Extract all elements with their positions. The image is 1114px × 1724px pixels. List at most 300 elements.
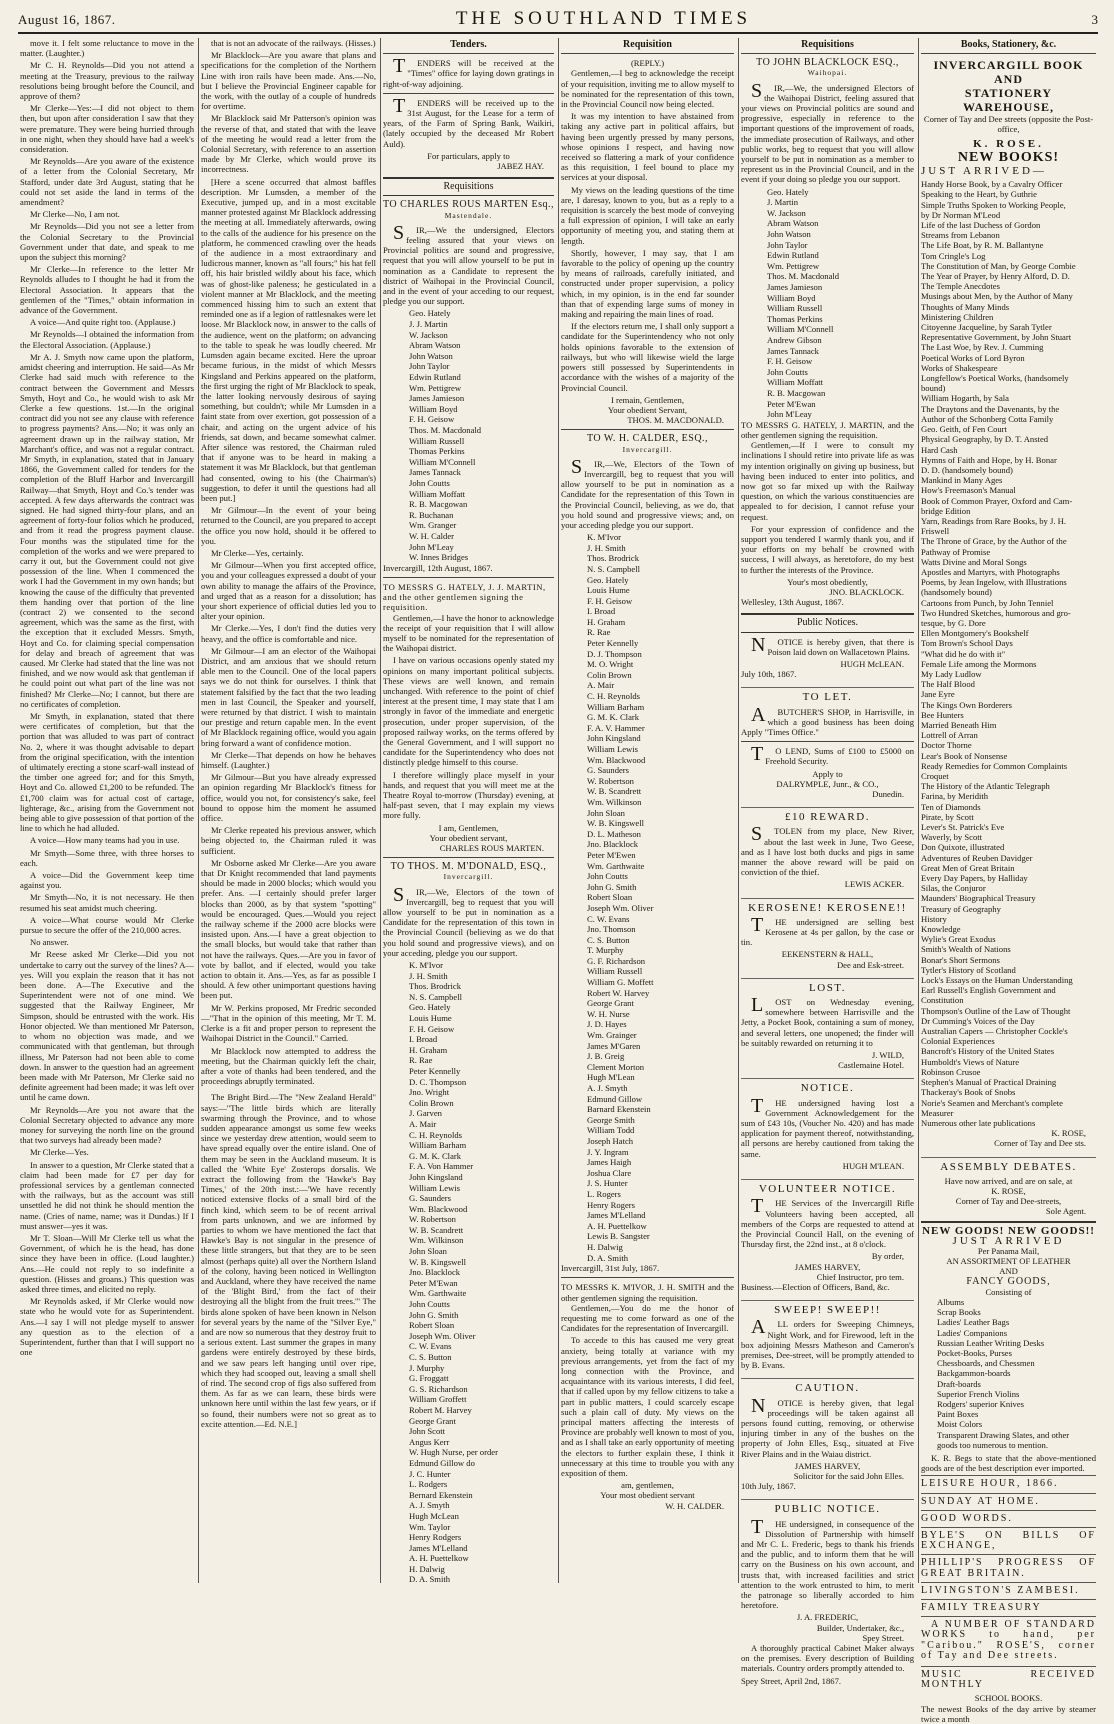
signatory-name: Andrew Gibson [767,334,822,345]
signatory-name: Geo. Hately [767,186,809,197]
tender-gratings: TENDERS will be received at the "Times" office for laying down gratings in right-of-way adjoining. [383,55,554,89]
book-title: Speaking to the Heart, by Guthrie [921,189,1037,200]
sweep-notice: ALL orders for Sweeping Chimneys, Night Work, and for Firewood, left in the box adjoining Messrs Matheson and Cameron's premises, Dee-street, will be promptly attended to by B. Evans. [741,1316,914,1371]
report-paragraph: Mr Clerke—Yes:—I did not object to them then, but upon after consideration I saw that they were premature. They were being hurried through in one night, when they should have had a week's consideration. [20,103,194,155]
signatory-name: Peter Kennelly [409,1065,461,1076]
signatory-name: J. Martin [767,197,799,208]
book-title: Ten of Diamonds [921,801,981,812]
signatory-name: John M'Leay [767,409,812,420]
book-title: Bonar's Short Sermons [921,954,1000,965]
signatory-name: James Haigh [587,1157,632,1168]
signatory-name: L. Rodgers [409,1479,448,1490]
books-heading: Books, Stationery, &c. [921,38,1096,54]
signatory-name: Edmund Gillow do [409,1457,475,1468]
reply-close: am, gentlemen, [621,1480,674,1491]
book-title: Cartoons from Punch, by John Tenniel [921,597,1054,608]
kerosene-heading: KEROSENE! KEROSENE!! [741,898,914,913]
requisition-place: Invercargill. [443,872,494,882]
signatory-name: Wm. Taylor [409,1521,451,1532]
book-title: Thompson's Outline of the Law of Thought [921,1005,1071,1016]
report-paragraph: Mr Blacklock now attempted to address the meeting, but the Chairman quickly left the chair, after a vote of thanks had been tendered, and the proceedings abruptly terminated. [201,1045,376,1087]
column-5-notices [738,38,916,1686]
signatory-name: Wm. Pettigrew [767,260,820,271]
signatory-name: R. Buchanan [409,509,454,520]
book-title: Author of the Schonberg Cotta Family [921,413,1054,424]
signatory-name: Clement Morton [587,1061,645,1072]
notice-heading: NOTICE. [741,1078,914,1093]
report-paragraph: Mr Osborne asked Mr Clerke—Are you aware that Dr Knight recommended that land payments should be made in 2000 blocks; which would you prefer. Ans. —I certainly should prefer larger blocks than 2000, as by that system "spotting" would be encouraged. Ques.—Would you reject the railway scheme if the 2000 acre blocks were insisted upon. Ans.—I have a great objection to the small blocks, but would take that rather than not have the railways. Ques.—Are you in favor of vote by ballot, and if elected, would you take action to obtain it. Ans.—Yes, as far as possible I should. A few other unimportant questions having been put. [201,857,376,1001]
requisition-place: Waihopai. [807,68,848,78]
signatory-name: Lewis B. Sangster [587,1231,650,1242]
book-list [921,179,1096,1128]
book-title: Treasury of Geography [921,903,1001,914]
column-3-tenders [380,38,556,1583]
book-title: Musings about Men, by the Author of Many [921,291,1073,302]
signatory-name: H. Dalwig [587,1241,623,1252]
signatory-name: H. Graham [409,1044,448,1055]
book-title: The Year of Prayer, by Henry Alford, D. D. [921,271,1070,282]
book-title: Pirate, by Scott [921,811,974,822]
goods-item: Moist Colors [937,1419,983,1430]
signatory-name: Abram Watson [767,218,819,229]
lost-heading: LOST. [741,978,914,993]
report-paragraph: Mr Smyth, in explanation, stated that there were certificates of completion, but that the portion that was alluded to was part of contract No. 2, where it was thought advisable to depart from the original specification, with the intention of ultimately erecting a stone scarf-wall instead of the timber one agreed for; and for this Smyth, Hoyt and Co. allowed £1,200 to be refunded. The £1,700 claim was for actual cost of cartage, lighterage, &c., arising from the Government not being able to give possession of that portion of the line to which he had alluded. [20,711,194,834]
reward-notice: STOLEN from my place, New River, about the last week in June, Two Geese, and as I have lost both ducks and pigs in same manner the above reward will be paid on conviction of the thief. [741,823,914,878]
signatory-name: John Taylor [767,239,808,250]
report-paragraph: Mr T. Sloan—Will Mr Clerke tell us what the Government, of which he is the head, has done since they have been in office. (Loud laughter.) Ans.—He could not reply to so indefinite a question. (Hisses and groans.) This question was asked three times, and elicited no reply. [20,1232,194,1294]
book-title: D. D. (handsomely bound) [921,464,1013,475]
book-title: My Lady Ludlow [921,668,982,679]
book-title: The Kings Own Borderers [921,699,1012,710]
book-title: Simple Truths Spoken to Working People, [921,199,1066,210]
signatory-name: N. S. Campbell [587,563,640,574]
report-paragraph: A voice—And quite right too. (Applause.) [30,317,176,328]
signatory-name: Wm. Garthwaite [587,860,645,871]
notice-date: July 10th, 1867. [741,669,797,680]
signatory-name: William M'Connell [767,324,834,335]
book-title: Bancroft's History of the United States [921,1046,1055,1057]
report-paragraph: move it. I felt some reluctance to move in the matter. (Laughter.) [20,38,194,59]
signatory-name: John Watson [767,229,811,240]
notice-signature: LEWIS ACKER. [844,879,904,890]
notice-signature: HUGH M'LEAN. [842,1160,904,1171]
signatory-name: Colin Brown [409,1097,454,1108]
book-title: Numerous other late publications [921,1117,1036,1128]
signatory-name: John G. Smith [409,1309,459,1320]
book-title: Adventures of Reuben Davidger [921,852,1033,863]
signatory-name: F. H. Geisow [767,356,813,367]
requisition-date: Invercargill, 12th August, 1867. [383,562,493,573]
signatory-name: Edwin Rutland [409,372,461,383]
requisition-date: Invercargill, 31st July, 1867. [561,1263,660,1274]
reply-paragraph: I therefore willingly place myself in your hands, and request that you will meet me at the Theatre Royal to-morrow (Thursday) evening, at half-past seven, that I may explain my views more fully. [383,769,554,821]
goods-item: Scrap Books [937,1307,981,1318]
signatory-name: Peter M'Ewan [409,1277,458,1288]
goods-item: Russian Leather Writing Desks [937,1337,1045,1348]
column-6-books [918,38,1098,1724]
book-title: Handy Horse Book, by a Cavalry Officer [921,179,1063,190]
notice-signature: JAMES HARVEY, [794,1460,861,1471]
volunteer-heading: VOLUNTEER NOTICE. [741,1179,914,1194]
signatory-name: George Grant [409,1415,456,1426]
and-line: AND [999,1266,1018,1277]
periodical-ad: PHILLIP'S PROGRESS OF GREAT BRITAIN. [921,1554,1096,1581]
public-notice-heading: PUBLIC NOTICE. [741,1499,914,1514]
signatory-name: G. S. Richardson [409,1383,468,1394]
signatory-name: J. H. Smith [587,542,626,553]
signatory-name: Hugh M'Lean [587,1072,635,1083]
issue-date: August 16, 1867. [18,12,116,27]
book-title: Female Life among the Mormons [921,658,1037,669]
signatory-name: Abram Watson [409,340,461,351]
signatory-name: John Watson [409,350,453,361]
signatory-name: Wm. Wilkinson [587,796,642,807]
signatory-name: Thomas Perkins [409,446,465,457]
signatory-list [383,960,554,1585]
signatory-name: William Boyd [767,292,816,303]
bright-bird-article: The Bright Bird.—The "New Zealand Herald" says:—"The little birds which are literally swarming through the Province, and to whose sudden appearance amongst us some few weeks since we yesterday drew attention, would seem to have spread equally over the entire island. One of them may be seen in the Auckland museum. It is called the 'White Eye' Zosterops dorsalis. We extract the following from the 'Hawke's Bay Times,' of the 20th inst.:—'We have recently noticed extensive flocks of a small bird of the finch kind, which seem to be of recent arrival from parts unknown, and we are informed by parties to whom we have mentioned the fact that Hawke's Bay is not singular in the presence of these little strangers, but that they are to be seen almost (perhaps quite) all over the Northern Island of the colony, having been noticed in Wellington and Auckland, where they have received the name of the 'Blight Bird,' from the fact of their destroying all the blight from the fruit trees.'" The birds alone spoken of have been known in Nelson for several years by the name of the "Silver Eye," and are now so numerous that they destroy fruit to a serious extent. Last summer the grapes in many gardens were entirely destroyed by these birds, and we saw pears left hanging until over ripe, which they had scooped out, leaving a small shell of rind. The second crop of figs also suffered from them. As far as we can learn, these birds were unknown here until within the last few years, or if so found, their numbers were not so great as to excite attention.—Ed. N.E.] [201,1092,376,1429]
signatory-name: W. B. Kingswell [587,818,644,829]
book-title: Colonial Experiences [921,1036,995,1047]
book-title: Pathway of Promise [921,546,991,557]
goods-item: Ladies' Companions [937,1327,1008,1338]
report-paragraph: Mr Blacklock—Are you aware that plans and specifications for the completion of the Northern Line with iron rails have been made. Ans.—No, but I believe the Provincial Engineer capable for the work, with the outlay of a couple of hundreds for overtime. [201,50,376,112]
tender-apply: For particulars, apply to [427,150,510,161]
book-title: Lock's Essays on the Human Understanding [921,975,1073,986]
signatory-name: John G. Smith [587,881,637,892]
book-title: Measurer [921,1107,954,1118]
signatory-name: Peter Kennelly [587,638,639,649]
signatory-name: Geo. Hately [409,1002,451,1013]
signatory-name: John Kingsland [409,1171,463,1182]
goods-item: Rodgers' superior Knives [937,1398,1024,1409]
column-4-requisition [558,38,736,1583]
book-title: (handsomely bound) [921,587,992,598]
signatory-name: J. Y. Ingram [587,1146,629,1157]
signatory-name: W. B. Kingswell [409,1256,466,1267]
book-title: Book of Common Prayer, Oxford and Cam- [921,495,1073,506]
signatory-name: J. Murphy [409,1362,445,1373]
divider [561,1277,734,1278]
signatory-name: William Moffatt [767,377,824,388]
book-title: Yarn, Readings from Rare Books, by J. H. [921,515,1066,526]
consisting-line: Consisting of [985,1286,1032,1297]
signatory-list [383,308,554,562]
book-title: Citoyenne Jacqueline, by Sarah Tytler [921,322,1052,333]
column-1-meeting-report [18,38,196,1583]
signatory-name: Wm. Blackwood [587,754,646,765]
shop-name: INVERCARGILL BOOK AND [933,58,1084,87]
reply-body [741,440,914,575]
notice-place: Castlemaine Hotel. [838,1060,904,1071]
report-paragraph: Mr Smyth—No, it is not necessary. He then resumed his seat amidst much cheering. [20,892,194,913]
notice-date: Spey Street, April 2nd, 1867. [741,1675,842,1686]
book-title: "What did he do with it" [921,648,1006,659]
notice-signature: EEKENSTERN & HALL, [781,949,874,960]
signatory-name: J. S. Hunter [587,1178,628,1189]
periodical-ad: FAMILY TREASURY [921,1599,1096,1616]
requisition-address: TO JOHN BLACKLOCK ESQ., [756,57,899,69]
report-paragraph: Mr Gilmour—But you have already expressed an opinion regarding Mr Blacklock's fitness for office, would you not, for consistency's sake, feel bound to oppose him the moment he assumed office. [201,772,376,824]
book-title: Lever's St. Patrick's Eve [921,822,1005,833]
to-lend-notice: TO LEND, Sums of £100 to £5000 on Freehold Security. [751,743,914,767]
book-title: The Life Boat, by R. M. Ballantyne [921,240,1044,251]
signatory-name: W. B. Scandrett [409,1224,464,1235]
signatory-name: Wm. Blackwood [409,1203,468,1214]
reply-paragraph: Shortly, however, I may say, that I am favorable to the policy of opening up the country by means of railroads, carefully initiated, and constructed under proper supervision, a policy which, in my opinion, is in the end far sounder than that of expending large sums of money in making and repairing the main lines of road. [561,247,734,320]
periodical-ad: LEISURE HOUR, 1866. [921,1475,1096,1492]
signatory-name: G. M. K. Clark [587,712,640,723]
notice-signature: J. A. FREDERIC, [796,1612,859,1623]
signatory-name: James Jamieson [767,281,823,292]
signatory-name: William Boyd [409,403,458,414]
reply-close: Your's most obediently, [787,576,868,587]
shop-owner: K. ROSE. [973,137,1044,150]
signatory-name: R. B. Macgowan [409,499,468,510]
book-title: Thackeray's Book of Snobs [921,1087,1016,1098]
divider [383,93,554,94]
signatory-name: G. Saunders [409,1193,452,1204]
report-paragraph: Mr Reynolds—I obtained the information from the Electoral Association. (Applause.) [20,329,194,350]
signatory-name: William M'Connell [409,456,476,467]
reply-close: I remain, Gentlemen, [610,394,685,405]
book-title: Waverly, by Scott [921,832,983,843]
debates-body: Have now arrived, and are on sale, at [944,1175,1073,1186]
masthead [18,8,1098,34]
signatory-name: A. J. Smyth [409,1500,450,1511]
book-title: Apostles and Martyrs, with Photographs [921,566,1060,577]
goods-item: Draft-boards [937,1378,981,1389]
signatory-name: William Groffett [409,1394,467,1405]
reply-paragraph: I have on various occasions openly stated my opinions on many important political subjects. These views are well known, and remain unchanged. With reference to the point of chief interest at the present time, I may state that I am strongly in favor of the immediate and energetic prosecution, under proper supervision, of the proposed railway works, on the terms offered by the General Government, and I will support no candidate for the Superintendency who does not distinctly pledge himself to this course. [383,655,554,768]
signatory-name: W. B. Scandrett [587,786,642,797]
signatory-name: Jno. Blacklock [587,839,639,850]
reply-signature: CHARLES ROUS MARTEN. [439,843,544,853]
goods-item: Chessboards, and Chessmen [937,1358,1035,1369]
signatory-name: Peter M'Ewan [767,398,816,409]
signatory-name: D. A. Smith [587,1252,629,1263]
signatory-name: Henry Rodgers [409,1532,462,1543]
public-notice-extra: A thoroughly practical Cabinet Maker always on the premises. Every description of Building materials. Country orders promptly attended to. [741,1643,914,1674]
signatory-name: Jno. Wright [409,1087,450,1098]
reply-paragraph: For your expression of confidence and the support you tendered I warmly thank you, and if your efforts on my behalf be crowned with success, I will always, as heretofore, do my best to further the interests of the Province. [741,523,914,575]
signatory-name: H. Graham [587,616,626,627]
report-paragraph: Mr Smyth—Some three, with three horses to each. [20,847,194,868]
reply-address: TO MESSRS G. HATELY, J. MARTIN, and the other gentlemen signing the requisition. [741,419,914,440]
signatory-name: William G. Moffett [587,977,654,988]
signatory-name: W. Jackson [767,207,806,218]
reply-label: (REPLY.) [630,58,665,69]
signatory-name: John Coutts [409,1299,450,1310]
signatory-name: Louis Hume [409,1013,452,1023]
signatory-name: W. Innes Bridges [409,552,469,563]
divider [561,429,734,430]
signatory-name: George Grant [587,998,634,1009]
signatory-name: Wm. Grainger [587,1030,637,1041]
book-title: Physical Geography, by D. T. Ansted [921,434,1049,445]
ad-place: Corner of Tay and Dee sts. [994,1138,1086,1149]
signatory-name: A. Mair [587,680,615,691]
reply-paragraph: Gentlemen,—I beg to acknowledge the receipt of your requisition, inviting me to allow myself to be nominated for the representation of this town, in the Provincial Council now being elected. [561,68,734,110]
signatory-name: W. Hugh Nurse, per order [409,1447,498,1458]
signatory-name: William Russell [409,435,465,446]
book-title: Poems, by Jean Ingelow, with Illustrations [921,577,1067,588]
requisitions-heading: Requisitions [741,38,914,54]
book-title: Streams from Lebanon [921,230,1000,241]
book-title: Tom Brown's School Days [921,638,1013,649]
periodical-ad: LIVINGSTON'S ZAMBESI. [921,1582,1096,1599]
book-title: Poetical Works of Lord Byron [921,352,1025,363]
book-title: Great Men of Great Britain [921,862,1015,873]
book-title: bound) [921,383,946,394]
report-paragraph: Mr Gilmour—In the event of your being returned to the Council, are you prepared to accept the office you now hold, should it be offered to you. [201,505,376,546]
book-title: Jane Eyre [921,689,955,700]
signatory-name: Jno. Blacklock [409,1267,461,1278]
standard-works-ad: A NUMBER OF STANDARD WORKS to hand, per "Caribou." ROSE'S, corner of Tay and Dee streets. [921,1616,1096,1664]
report-paragraph: Mr Reynolds asked, if Mr Clerke would now state who he would vote for as Superintendent. Ans.—I say I will not pledge myself to answer any question as to the election of a Superintendent, further than that I will support no one [20,1296,194,1358]
report-paragraph: Mr Clerke—Yes, certainly. [211,547,304,558]
notice-place: Dunedin. [872,789,904,799]
reply-body [561,68,734,392]
signatory-name: I. Broad [409,1034,438,1045]
signatory-name: Thos. Brodrick [409,981,462,992]
signatory-name: John Sloan [409,1246,447,1257]
page-number: 3 [1091,12,1098,27]
tender-lease: TENDERS will be received up to the 31st August, for the Lease for a term of years, of the Farm of Spring Bank, Waikiri, (lately occupied by the deceased Mr Robert Auld). [383,94,554,149]
to-let-heading: TO LET. [741,687,914,702]
signatory-name: William Moffatt [409,488,466,499]
periodical-ad: BYLE'S ON BILLS OF EXCHANGE, [921,1527,1096,1554]
signatory-name: Angus Kerr [409,1436,450,1447]
signatory-name: R. Rae [409,1055,433,1066]
report-paragraph: A voice—Did the Government keep time against you. [20,870,194,891]
ad-place: Corner of Tay and Dee-streets, [955,1196,1062,1207]
shop-address: Corner of Tay and Dee streets (opposite the Post-office, [923,114,1094,135]
school-books-body: The newest Books of the day arrive by steamer twice a month [921,1703,1096,1724]
book-title: How's Freemason's Manual [921,485,1016,496]
signatory-name: William Barham [587,701,645,712]
divider [383,577,554,578]
sweep-heading: SWEEP! SWEEP!! [741,1300,914,1315]
report-paragraph: Mr Clerke—No, I am not. [30,209,120,220]
caution-heading: CAUTION. [741,1378,914,1393]
book-title: Works of Shakespeare [921,362,998,373]
tenders-heading: Tenders. [383,38,554,54]
signatory-name: William Barham [409,1140,467,1151]
to-let-notice: ABUTCHER'S SHOP, in Harrisville, in which a good business has been doing Apply "Times Office." [741,703,914,737]
signatory-name: J. D. Hayes [587,1019,627,1030]
signatory-name: Thos. Brodrick [587,553,640,564]
goods-item: Paint Boxes [937,1409,979,1420]
book-title: Doctor Thorne [921,740,972,751]
reply-paragraph: My views on the leading questions of the time are, I daresay, known to you, but as a reply to a requisition is scarcely the best mode of conveying a full expression of opinion, I will take an early opportunity of meeting you, and stating them at length. [561,184,734,246]
book-title: Married Beneath Him [921,719,997,730]
goods-item: Superior French Violins [937,1388,1020,1399]
signatory-name: Louis Hume [587,585,630,596]
newspaper-title: THE SOUTHLAND TIMES [455,8,752,29]
signatory-name: Geo. Hately [409,308,451,319]
signatory-name: D. A. Smith [409,1574,451,1585]
just-arrived-heading: JUST ARRIVED [952,1234,1065,1247]
signatory-name: Robert W. Harvey [587,987,650,998]
signatory-name: Thomas Perkins [767,313,823,324]
book-title: Geo. Geith, of Fen Court [921,424,1007,435]
book-title: Friswell [921,526,950,537]
music-ad: MUSIC RECEIVED MONTHLY [921,1666,1096,1693]
book-title: Every Day Papers, by Halliday [921,873,1028,884]
signatory-name: A. H. Puettelkow [409,1553,469,1564]
goods-item: Albums [937,1296,965,1307]
signatory-name: A. Mair [409,1118,437,1129]
signatory-name: John Taylor [409,361,450,372]
signatory-name: Barnard Ekenstein [587,1104,651,1115]
signatory-name: Bernard Ekenstein [409,1489,473,1500]
signatory-name: J. B. Greig [587,1051,625,1062]
signatory-name: James Tannack [409,467,461,478]
book-title: Bee Hunters [921,709,964,720]
reply-address: TO MESSRS G. HATELY, J. J. MARTIN, and the other gentlemen signing the requisition. [383,581,546,613]
book-title: Silas, the Conjuror [921,883,986,894]
goods-item: Backgammon-boards [937,1368,1011,1379]
report-paragraph: Mr Blacklock said Mr Patterson's opinion was the reverse of that, and stated that with the leave of the meeting he would read a letter from the Colonial Secretary, with reference to an assertion made by Mr Clerke, which would prove its incorrectness. [201,113,376,175]
notice-signature: DALRYMPLE, Junr., & CO., [776,778,879,789]
column-2-meeting-report [198,38,378,1583]
book-title: Watts Divine and Moral Songs [921,556,1027,567]
mail-line: Per Panama Mail, [977,1245,1040,1256]
signatory-name: Joseph Hatch [587,1135,634,1146]
reply-date: Wellesley, 13th August, 1867. [741,597,844,608]
notice-date: 10th July, 1867. [741,1481,796,1492]
ad-signature: K. ROSE, [991,1185,1026,1196]
book-title: Longfellow's Poetical Works, (handsomely [921,373,1069,384]
notice-order: By order, [871,1251,904,1262]
reply-paragraph: It was my intention to have abstained from taking any active part in political affairs, but having been urgently pressed by many persons, whose opinions I respect, and having now received so flattering a mark of your confidence as this requisition, I feel bound to place my services at your disposal. [561,111,734,183]
signatory-list [561,532,734,1263]
notice-place: Dee and Esk-street. [836,959,904,970]
requisition-address: TO CHARLES ROUS MARTEN Esq., [383,199,555,211]
signatory-name: G. M. K. Clark [409,1150,462,1161]
book-title: Croquet [921,771,949,781]
signatory-name: W. H. Calder [409,530,455,541]
signatory-name: James Tannack [767,345,819,356]
lost-notice: LOST on Wednesday evening, somewhere between Harrisville and the Jetty, a Pocket Book, containing a sum of money, and several letters, one unopened; the finder will be suitably rewarded on returning it to [741,994,914,1048]
notice-signature: JAMES HARVEY, [794,1261,861,1272]
signatory-name: Geo. Hately [587,574,629,585]
book-title: Life of the last Duchess of Gordon [921,220,1041,231]
report-paragraph: Mr Clerke—That depends on how he behaves himself. (Laughter.) [201,749,376,771]
report-paragraph: Mr Clerke repeated his previous answer, which being objected to, the Chairman ruled it was sufficient. [201,825,376,856]
book-title: Ready Remedies for Common Complaints [921,760,1068,771]
signatory-name: K. M'Ivor [409,960,444,971]
signatory-name: William Russell [587,966,643,977]
signatory-name: I. Broad [587,606,616,617]
book-title: Earl Russell's English Government and [921,985,1056,996]
signatory-name: Edwin Rutland [767,250,819,261]
divider [383,857,554,858]
book-title: Ministering Children [921,311,994,322]
reply-paragraph: Gentlemen,—If I were to consult my inclinations I should retire into private life as was my intention originally on giving up business, but having been induced to enter into politics, and now got so far mixed up with the Railway question, on which the various constituencies are appealed to for decision, I cannot refuse your request. [741,440,914,522]
book-title: by Dr Norman M'Leod [921,209,1001,220]
notice-signature: J. WILD, [871,1050,904,1061]
signatory-name: William Russell [767,303,823,314]
signatory-name: John Coutts [587,871,628,882]
signatory-name: John Scott [409,1426,446,1437]
meeting-report-continued [201,38,376,1086]
periodical-ad: GOOD WORDS. [921,1510,1096,1527]
signatory-name: James Jamieson [409,393,465,404]
report-paragraph: Mr C. H. Reynolds—Did you not attend a meeting at the Treasury, previous to the railway resolutions being brought before the Council, and approve of them? [20,60,194,102]
signatory-name: F. A. V. Hammer [587,722,645,733]
